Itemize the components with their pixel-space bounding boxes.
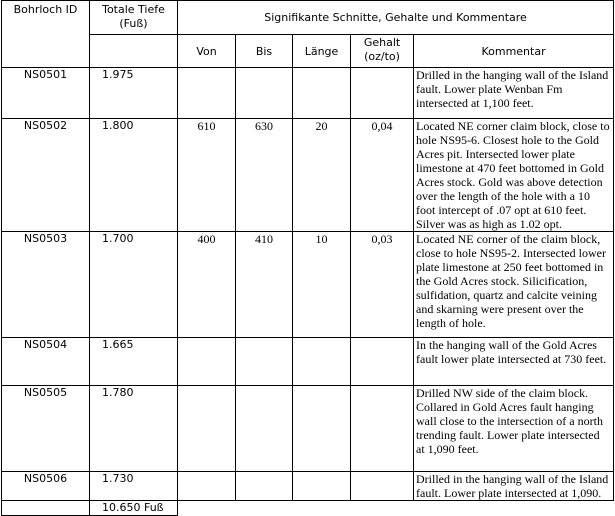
cell-id: NS0503 [2, 232, 90, 338]
cell-von [178, 472, 236, 501]
cell-comment: Located NE corner of the claim block, close to hole NS95-2. Intersected lower plate limestone at 250 feet bottomed in the Gold Acres stock. Silicification, sulfidation, quartz and calcite veining and skarning were present over the length of hole. [414, 232, 614, 338]
cell-depth: 1.730 [90, 472, 178, 501]
header-kommentar-label: Kommentar [481, 44, 546, 58]
total-row [2, 501, 614, 516]
cell-bis: 630 [236, 119, 293, 232]
table-row [2, 68, 614, 119]
cell-von [178, 68, 236, 119]
cell-laenge [293, 472, 351, 501]
header-gehalt-line1: Gehalt [363, 36, 401, 49]
cell-laenge [293, 386, 351, 472]
cell-depth: 1.780 [90, 386, 178, 472]
table-row [2, 338, 614, 386]
table-row [2, 232, 614, 338]
header-bohrloch-id-label: Bohrloch ID [13, 3, 78, 16]
cell-bis: 410 [236, 232, 293, 338]
cell-comment: Drilled in the hanging wall of the Island fault. Lower plate intersected at 1,090. [414, 472, 614, 501]
cell-depth: 1.975 [90, 68, 178, 119]
header-total-depth-line1: Totale Tiefe [102, 3, 165, 16]
cell-total-depth: 10.650 Fuß [90, 501, 178, 516]
header-group-title [178, 1, 614, 35]
cell-gehalt [351, 338, 414, 386]
cell-depth: 1.665 [90, 338, 178, 386]
table-row [2, 119, 614, 232]
cell-total-blank [414, 501, 614, 516]
header-bis [236, 35, 293, 68]
header-row-main [2, 1, 614, 35]
header-row-sub [2, 35, 614, 68]
cell-bis [236, 386, 293, 472]
header-bohrloch-id [2, 1, 90, 68]
header-laenge [293, 35, 351, 68]
table-row [2, 386, 614, 472]
cell-id: NS0506 [2, 472, 90, 501]
cell-gehalt: 0,03 [351, 232, 414, 338]
header-group-title-label: Signifikante Schnitte, Gehalte und Kommentare [264, 10, 527, 24]
cell-depth: 1.700 [90, 232, 178, 338]
cell-gehalt: 0,04 [351, 119, 414, 232]
cell-id: NS0504 [2, 338, 90, 386]
cell-comment: Located NE corner claim block, close to hole NS95-6. Closest hole to the Gold Acres pit. Intersected lower plate limestone at 470 feet bottomed in Gold Acres stock. Gold was above detection over the length of the hole with a 10 foot intercept of .07 opt at 610 feet. Silver was as high as 1.02 opt. [414, 119, 614, 232]
cell-depth: 1.800 [90, 119, 178, 232]
cell-von [178, 338, 236, 386]
cell-laenge: 10 [293, 232, 351, 338]
header-laenge-label: Länge [304, 44, 339, 58]
cell-von: 610 [178, 119, 236, 232]
cell-id: NS0505 [2, 386, 90, 472]
cell-total-blank [236, 501, 293, 516]
header-von-label: Von [196, 44, 217, 58]
cell-comment: Drilled in the hanging wall of the Island fault. Lower plate Wenban Fm intersected at 1,100 feet. [414, 68, 614, 119]
table-row [2, 472, 614, 501]
cell-id: NS0501 [2, 68, 90, 119]
cell-von: 400 [178, 232, 236, 338]
header-von [178, 35, 236, 68]
cell-laenge [293, 338, 351, 386]
cell-von [178, 386, 236, 472]
cell-comment: In the hanging wall of the Gold Acres fault lower plate intersected at 730 feet. [414, 338, 614, 386]
header-bis-label: Bis [255, 44, 273, 58]
cell-total-blank [2, 501, 90, 516]
cell-gehalt [351, 386, 414, 472]
cell-total-blank [178, 501, 236, 516]
header-total-depth-line2: (Fuß) [119, 17, 148, 30]
cell-gehalt [351, 68, 414, 119]
header-gehalt [351, 35, 414, 68]
cell-bis [236, 472, 293, 501]
header-gehalt-line2: (oz/to) [364, 50, 400, 63]
cell-id: NS0502 [2, 119, 90, 232]
cell-bis [236, 338, 293, 386]
cell-laenge: 20 [293, 119, 351, 232]
cell-total-blank [351, 501, 414, 516]
cell-total-blank [293, 501, 351, 516]
header-total-depth [90, 1, 178, 35]
header-kommentar [414, 35, 614, 68]
drill-results-table [1, 0, 614, 516]
cell-gehalt [351, 472, 414, 501]
cell-comment: Drilled NW side of the claim block. Collared in Gold Acres fault hanging wall close to the intersection of a north trending fault. Lower plate intersected at 1,090 feet. [414, 386, 614, 472]
cell-laenge [293, 68, 351, 119]
cell-bis [236, 68, 293, 119]
header-depth-blank [90, 35, 178, 68]
